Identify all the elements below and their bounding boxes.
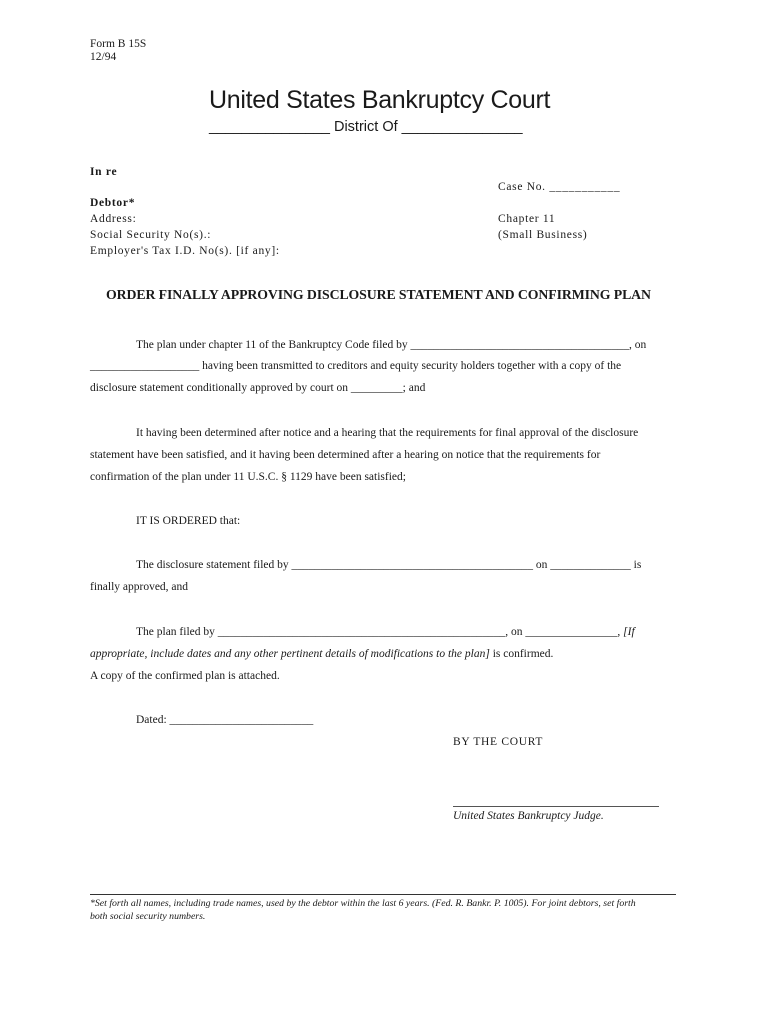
p4-line2-end: is confirmed. [492,648,554,660]
ordered-line: IT IS ORDERED that: [136,515,241,527]
p4-line2-italic: appropriate, include dates and any other pertinent details of modifications to the plan] [90,648,490,660]
p3-line1-on: on [535,559,548,571]
p1-line2-text: having been transmitted to creditors and equity security holders together with a copy of the [202,360,622,372]
judge-title: United States Bankruptcy Judge. [453,810,604,822]
form-number: Form B 15S [90,38,147,50]
p4-line1-italic: [If [623,626,635,638]
dated-label: Dated: [136,714,167,726]
order-heading: ORDER FINALLY APPROVING DISCLOSURE STATEMENT AND CONFIRMING PLAN [106,287,651,302]
court-title: United States Bankruptcy Court [209,86,551,114]
p1-line2 [90,360,621,372]
debtor-label: Debtor* [90,197,136,209]
footnote-rule [90,894,676,895]
plan-date-blank: ___________________ [90,360,200,372]
p4-line2 [90,648,553,660]
p1-line1-text: The plan under chapter 11 of the Bankruptcy Code filed by [136,339,408,351]
footnote [90,897,680,923]
p4-line1-text: The plan filed by [136,626,215,638]
p1-line1-end: , on [629,339,647,351]
p4-line1 [136,626,635,638]
disclosure-date-blank: ______________ [550,559,631,571]
judge-signature-line [453,806,659,807]
chapter-label: Chapter 11 [498,213,556,225]
dated-line [136,714,313,726]
p1-line1 [136,339,646,351]
p2-line2: statement have been satisfied, and it having been determined after a hearing on notice that the requirements for [90,449,601,461]
p4-line1-on: , on [505,626,523,638]
disclosure-filer-blank: __________________________________________ [291,559,534,571]
p1-line3: disclosure statement conditionally approved by court on _________; and [90,382,426,394]
small-business-label: (Small Business) [498,229,588,241]
district-line: _______________ District Of _______________ [209,119,523,135]
p3-line1 [136,559,641,571]
case-number: Case No. ___________ [498,181,621,193]
by-the-court: BY THE COURT [453,736,544,748]
form-date: 12/94 [90,51,117,63]
plan-filed-date-blank: ________________, [525,626,621,638]
address-label: Address: [90,213,137,225]
dated-blank: _________________________ [169,714,314,726]
p4-line3: A copy of the confirmed plan is attached. [90,670,280,682]
plan-filed-by-blank: __________________________________________________ [217,626,506,638]
tax-id-label: Employer's Tax I.D. No(s). [if any]: [90,245,280,257]
p2-line1: It having been determined after notice and a hearing that the requirements for final approval of the disclosure [136,427,639,439]
p3-line1-text: The disclosure statement filed by [136,559,289,571]
p2-line3: confirmation of the plan under 11 U.S.C. § 1129 have been satisfied; [90,471,406,483]
p3-line2: finally approved, and [90,581,189,593]
footnote-line2: both social security numbers. [90,911,206,922]
in-re-label: In re [90,166,118,178]
ssn-label: Social Security No(s).: [90,229,212,241]
p3-line1-end: is [633,559,642,571]
plan-filer-blank: ______________________________________ [410,339,630,351]
footnote-line1: *Set forth all names, including trade names, used by the debtor within the last 6 years. (Fed. R. Bankr. P. 1005). For joint debtors, set forth [90,898,636,909]
